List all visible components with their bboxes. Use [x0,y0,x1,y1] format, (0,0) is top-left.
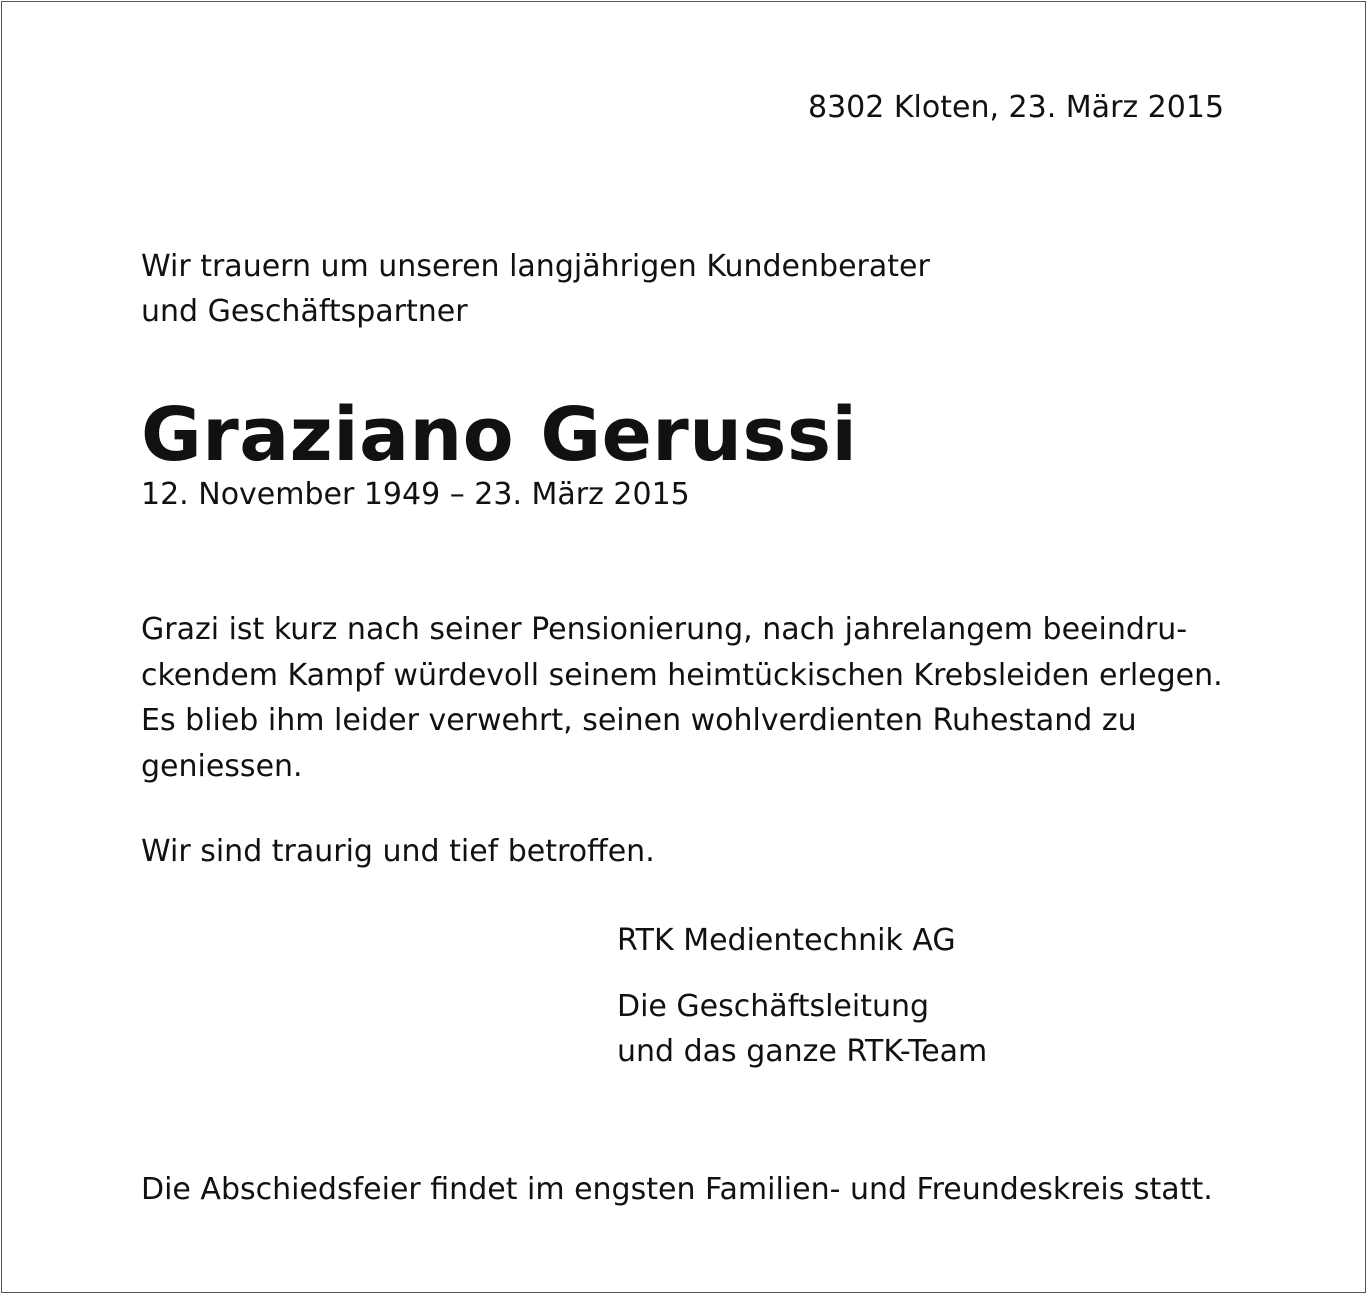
signer-line: Die Geschäftsleitung [617,989,930,1024]
company-name: RTK Medientechnik AG [617,923,956,958]
body-line: Grazi ist kurz nach seiner Pensionierung, nach jahrelangem beeindru- [141,612,1188,647]
lifespan-dates: 12. November 1949 – 23. März 2015 [141,477,690,512]
farewell-note: Die Abschiedsfeier findet im engsten Familien- und Freundeskreis statt. [141,1172,1213,1207]
place-date: 8302 Kloten, 23. März 2015 [808,90,1225,125]
signers [617,984,987,1074]
intro-line: und Geschäftspartner [141,294,468,329]
body-line: geniessen. [141,748,303,784]
body-paragraph [141,607,1223,789]
signer-line: und das ganze RTK-Team [617,1034,988,1069]
body-line: Es blieb ihm leider verwehrt, seinen wohlverdienten Ruhestand zu [141,703,1137,738]
condolence-sentence: Wir sind traurig und tief betroffen. [141,834,655,869]
body-line: ckendem Kampf würdevoll seinem heimtückischen Krebsleiden erlegen. [141,657,1223,693]
deceased-name: Graziano Gerussi [141,392,858,478]
intro-line: Wir trauern um unseren langjährigen Kundenberater [141,249,930,284]
intro-text [141,244,930,334]
